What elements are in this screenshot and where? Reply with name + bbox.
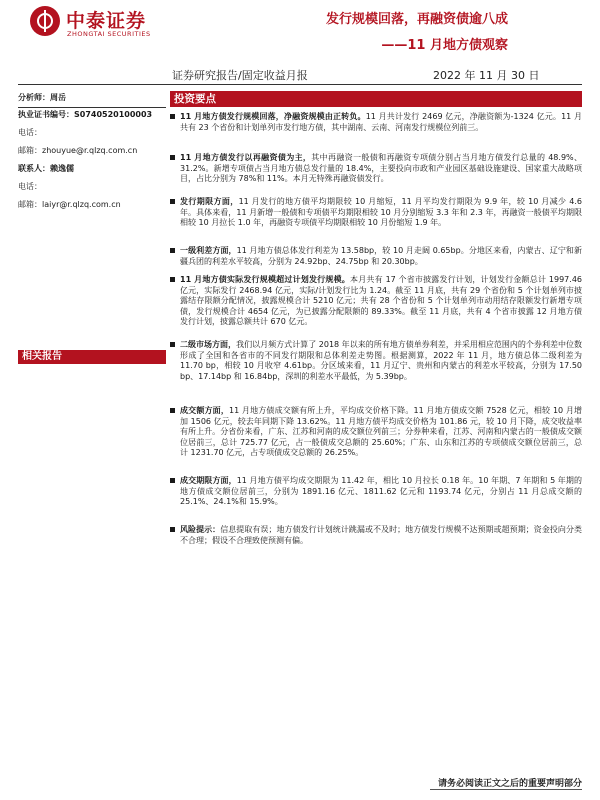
key-point-8: 成交期限方面，11 月地方债平均成交期限为 11.42 年，相比 10 月拉长 0.18 年。10 年期、7 年期和 5 年期的地方债成交额位居前三，分别为 1891.16 亿元、1811.62 亿元和 1193.74 亿元，分别占 11 月总成交额的 25.1%、24.1%和 15.9%。 [170, 476, 582, 508]
risk-warning: 风险提示：信息提取有误；地方债发行计划统计跳漏或不及时；地方债发行规模不达预期或超预期；资金投向分类不合理；假设不合理致使预测有偏。 [170, 525, 582, 546]
key-point-2: 11 月地方债发行以再融资债为主，其中再融资一般债和再融资专项债分别占当月地方债发行总量的 48.9%、31.2%。新增专项债占当月地方债总发行量的 18.4%，主要投向市政和产业园区基础设施建设、国家重大战略项目，占比分别为 78%和 11%。本月无特殊再融资债发行。 [170, 153, 582, 185]
report-title: 发行规模回落，再融资债逾八成 [325, 12, 508, 27]
license-row: 执业证书编号：S0740520100003 [18, 110, 153, 119]
bullet-icon [170, 408, 175, 413]
analyst-row: 分析师：周岳 [18, 93, 66, 102]
key-point-1: 11 月地方债发行规模回落，净融资规模由正转负。11 月共计发行 2469 亿元，净融资额为-1324 亿元。11 月共有 23 个省份和计划单列市发行地方债，其中湖南、云南、河南发行规模位列前三。 [170, 112, 582, 133]
bullet-icon [170, 248, 175, 253]
phone-label: 电话： [18, 128, 42, 137]
sidebar-divider [18, 107, 166, 108]
analyst-email-row: 邮箱：zhouyue@r.qlzq.com.cn [18, 146, 138, 155]
logo-emblem-icon [30, 6, 60, 36]
bullet-icon [170, 199, 175, 204]
contact-email[interactable]: laiyr@r.qlzq.com.cn [42, 200, 121, 209]
contact-email-row: 邮箱：laiyr@r.qlzq.com.cn [18, 200, 121, 209]
analyst-info [18, 92, 166, 312]
key-point-4: 一级利差方面，11 月地方债总体发行利差为 13.58bp，较 10 月走阔 0.65bp。分地区来看，内蒙古、辽宁和新疆兵团的利差水平较高，分别为 24.92bp、24.75bp 和 20.30bp。 [170, 246, 582, 267]
report-type: 证券研究报告/固定收益月报 [172, 69, 308, 82]
footer-underline [430, 789, 582, 790]
company-logo [30, 6, 170, 42]
contact-phone-label: 电话： [18, 182, 42, 191]
report-subtitle: ——11 月地方债观察 [381, 38, 508, 53]
key-point-5: 11 月地方债实际发行规模超过计划发行规模。本月共有 17 个省市披露发行计划，计划发行金额总计 1997.46 亿元，实际发行 2468.94 亿元，实际/计划发行比为 1.24。截至 11 月底，共有 29 个省份和 5 个计划单列市披露结存限额分配情况，披露规模合计 5210 亿元；共有 28 个省份和 5 个计划单列市动用结存限额发行新增专项债，发行规模合计 4654 亿元，为已披露分配限额的 89.33%。截至 11 月底，共有 4 个省市披露 12 月地方债发行计划，披露总额共计 670 亿元。 [170, 275, 582, 328]
bullet-icon [170, 478, 175, 483]
contact-name: 赖逸儒 [50, 164, 74, 173]
bullet-icon [170, 342, 175, 347]
key-point-6: 二级市场方面，我们以月频方式计算了 2018 年以来的所有地方债单券利差，并采用相应范围内的个券利差中位数形成了全国和各省市的不同发行期限和总体利差走势图。根据测算，2022 年 11 月，地方债总体二级利差为 11.70 bp，相较 10 月收窄 4.61bp。分区域来看，11 月辽宁、贵州和内蒙古的利差水平较高，分别为 17.50 bp、17.14bp 和 16.84bp，深圳的利差水平最低，为 5.39bp。 [170, 340, 582, 382]
bullet-icon [170, 277, 175, 282]
analyst-email[interactable]: zhouyue@r.qlzq.com.cn [42, 146, 138, 155]
related-reports-heading: 相关报告 [18, 350, 166, 364]
bullet-icon [170, 527, 175, 532]
logo-chinese-name: 中泰证券 [66, 10, 147, 32]
bullet-icon [170, 114, 175, 119]
license-number: S0740520100003 [74, 110, 153, 119]
contact-row: 联系人：赖逸儒 [18, 164, 74, 173]
key-point-7: 成交额方面，11 月地方债成交额有所上升，平均成交价格下降。11 月地方债成交额 7528 亿元，相较 10 月增加 1506 亿元，较去年同期下降 13.62%。11 月地方债平均成交价格为 101.86 元，较 10 月下降，成交收益率有所上升。分省份来看，广东、江苏和河南的成交额位列前三；分券种来看，江苏、河南和内蒙古的一般债成交额位居前三，总计 725.77 亿元，占一般债成交总额的 25.60%；广东、山东和江苏的专项债成交额位居前三，总计 1231.70 亿元，占专项债成交总额的 26.25%。 [170, 406, 582, 459]
header-divider [18, 84, 582, 85]
key-point-3: 发行期限方面，11 月发行的地方债平均期限较 10 月缩短，11 月平均发行期限为 9.9 年，较 10 月减少 4.6 年。具体来看，11 月新增一般债和专项债平均期限相较 10 月分别缩短 3.3 年和 2.3 年，再融资一般债平均期限相较 10 月拉长 1.0 年，再融资专项债平均期限相较 10 月份缩短 1.9 年。 [170, 197, 582, 229]
analyst-name: 周岳 [50, 93, 66, 102]
disclaimer-notice: 请务必阅读正文之后的重要声明部分 [437, 779, 582, 789]
logo-english-name: ZHONGTAI SECURITIES [67, 30, 151, 38]
section-heading: 投资要点 [170, 91, 582, 107]
report-date: 2022 年 11 月 30 日 [433, 69, 540, 82]
bullet-icon [170, 155, 175, 160]
